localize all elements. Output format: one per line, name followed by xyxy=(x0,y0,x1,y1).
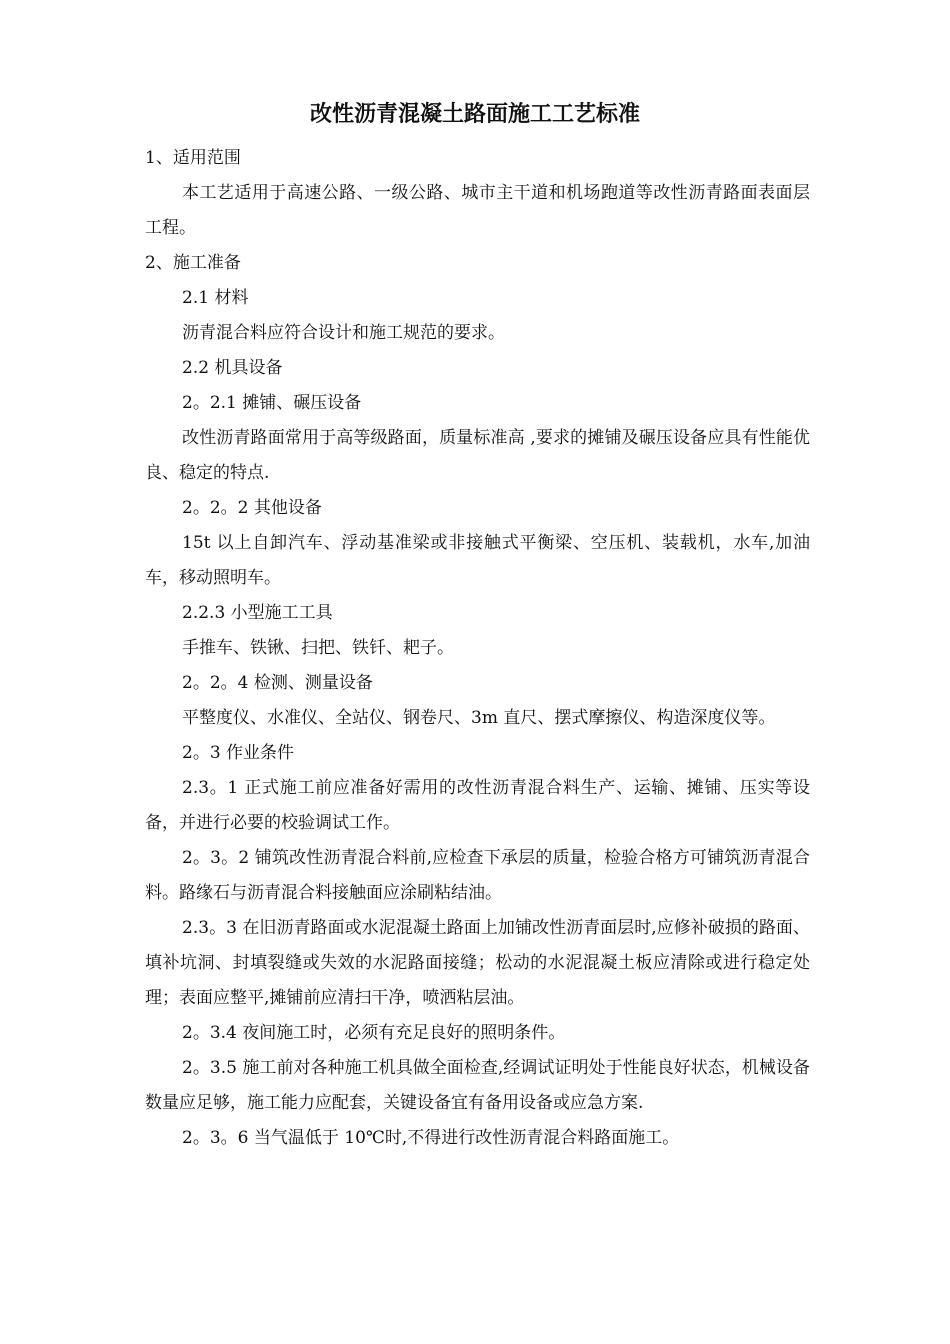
body-paragraph: 平整度仪、水准仪、全站仪、钢卷尺、3m 直尺、摆式摩擦仪、构造深度仪等。 xyxy=(182,708,776,728)
body-paragraph: 改性沥青路面常用于高等级路面，质量标准高 ,要求的摊铺及碾压设备应具有性能优良、稳定的特点. xyxy=(145,428,810,483)
body-paragraph: 2。2.1 摊铺、碾压设备 xyxy=(182,393,362,413)
body-paragraph: 2。2。2 其他设备 xyxy=(182,498,322,518)
body-paragraph: 本工艺适用于高速公路、一级公路、城市主干道和机场跑道等改性沥青路面表面层工程。 xyxy=(145,183,810,238)
body-paragraph: 2.3。1 正式施工前应准备好需用的改性沥青混合料生产、运输、摊铺、压实等设备，并进行必要的校验调试工作。 xyxy=(145,778,810,833)
body-paragraph: 15t 以上自卸汽车、浮动基准梁或非接触式平衡梁、空压机、装载机，水车,加油车，移动照明车。 xyxy=(145,533,810,588)
body-paragraph: 2.2.3 小型施工工具 xyxy=(182,603,333,623)
body-paragraph: 2。3.4 夜间施工时，必须有充足良好的照明条件。 xyxy=(182,1023,566,1043)
section-heading: 1、适用范围 xyxy=(145,148,241,168)
body-paragraph: 沥青混合料应符合设计和施工规范的要求。 xyxy=(182,323,505,343)
body-paragraph: 2。3。6 当气温低于 10℃时,不得进行改性沥青混合料路面施工。 xyxy=(182,1128,680,1148)
body-paragraph: 2。3 作业条件 xyxy=(182,743,295,763)
body-paragraph: 2.1 材料 xyxy=(182,288,249,308)
body-paragraph: 2。2。4 检测、测量设备 xyxy=(182,673,373,693)
body-paragraph: 2。3.5 施工前对各种施工机具做全面检查,经调试证明处于性能良好状态，机械设备数量应足够，施工能力应配套，关键设备宜有备用设备或应急方案. xyxy=(145,1058,810,1113)
document-title: 改性沥青混凝土路面施工工艺标准 xyxy=(309,101,640,127)
document-body xyxy=(145,141,810,1156)
section-heading: 2、施工准备 xyxy=(145,253,241,273)
body-paragraph: 手推车、铁锹、扫把、铁钎、耙子。 xyxy=(182,638,454,658)
body-paragraph: 2.2 机具设备 xyxy=(182,358,283,378)
body-paragraph: 2。3。2 铺筑改性沥青混合料前,应检查下承层的质量，检验合格方可铺筑沥青混合料。路缘石与沥青混合料接触面应涂刷粘结油。 xyxy=(145,848,810,903)
body-paragraph: 2.3。3 在旧沥青路面或水泥混凝土路面上加铺改性沥青面层时,应修补破损的路面、填补坑洞、封填裂缝或失效的水泥路面接缝；松动的水泥混凝土板应清除或进行稳定处理；表面应整平,摊铺前应清扫干净，喷洒粘层油。 xyxy=(145,918,810,1008)
